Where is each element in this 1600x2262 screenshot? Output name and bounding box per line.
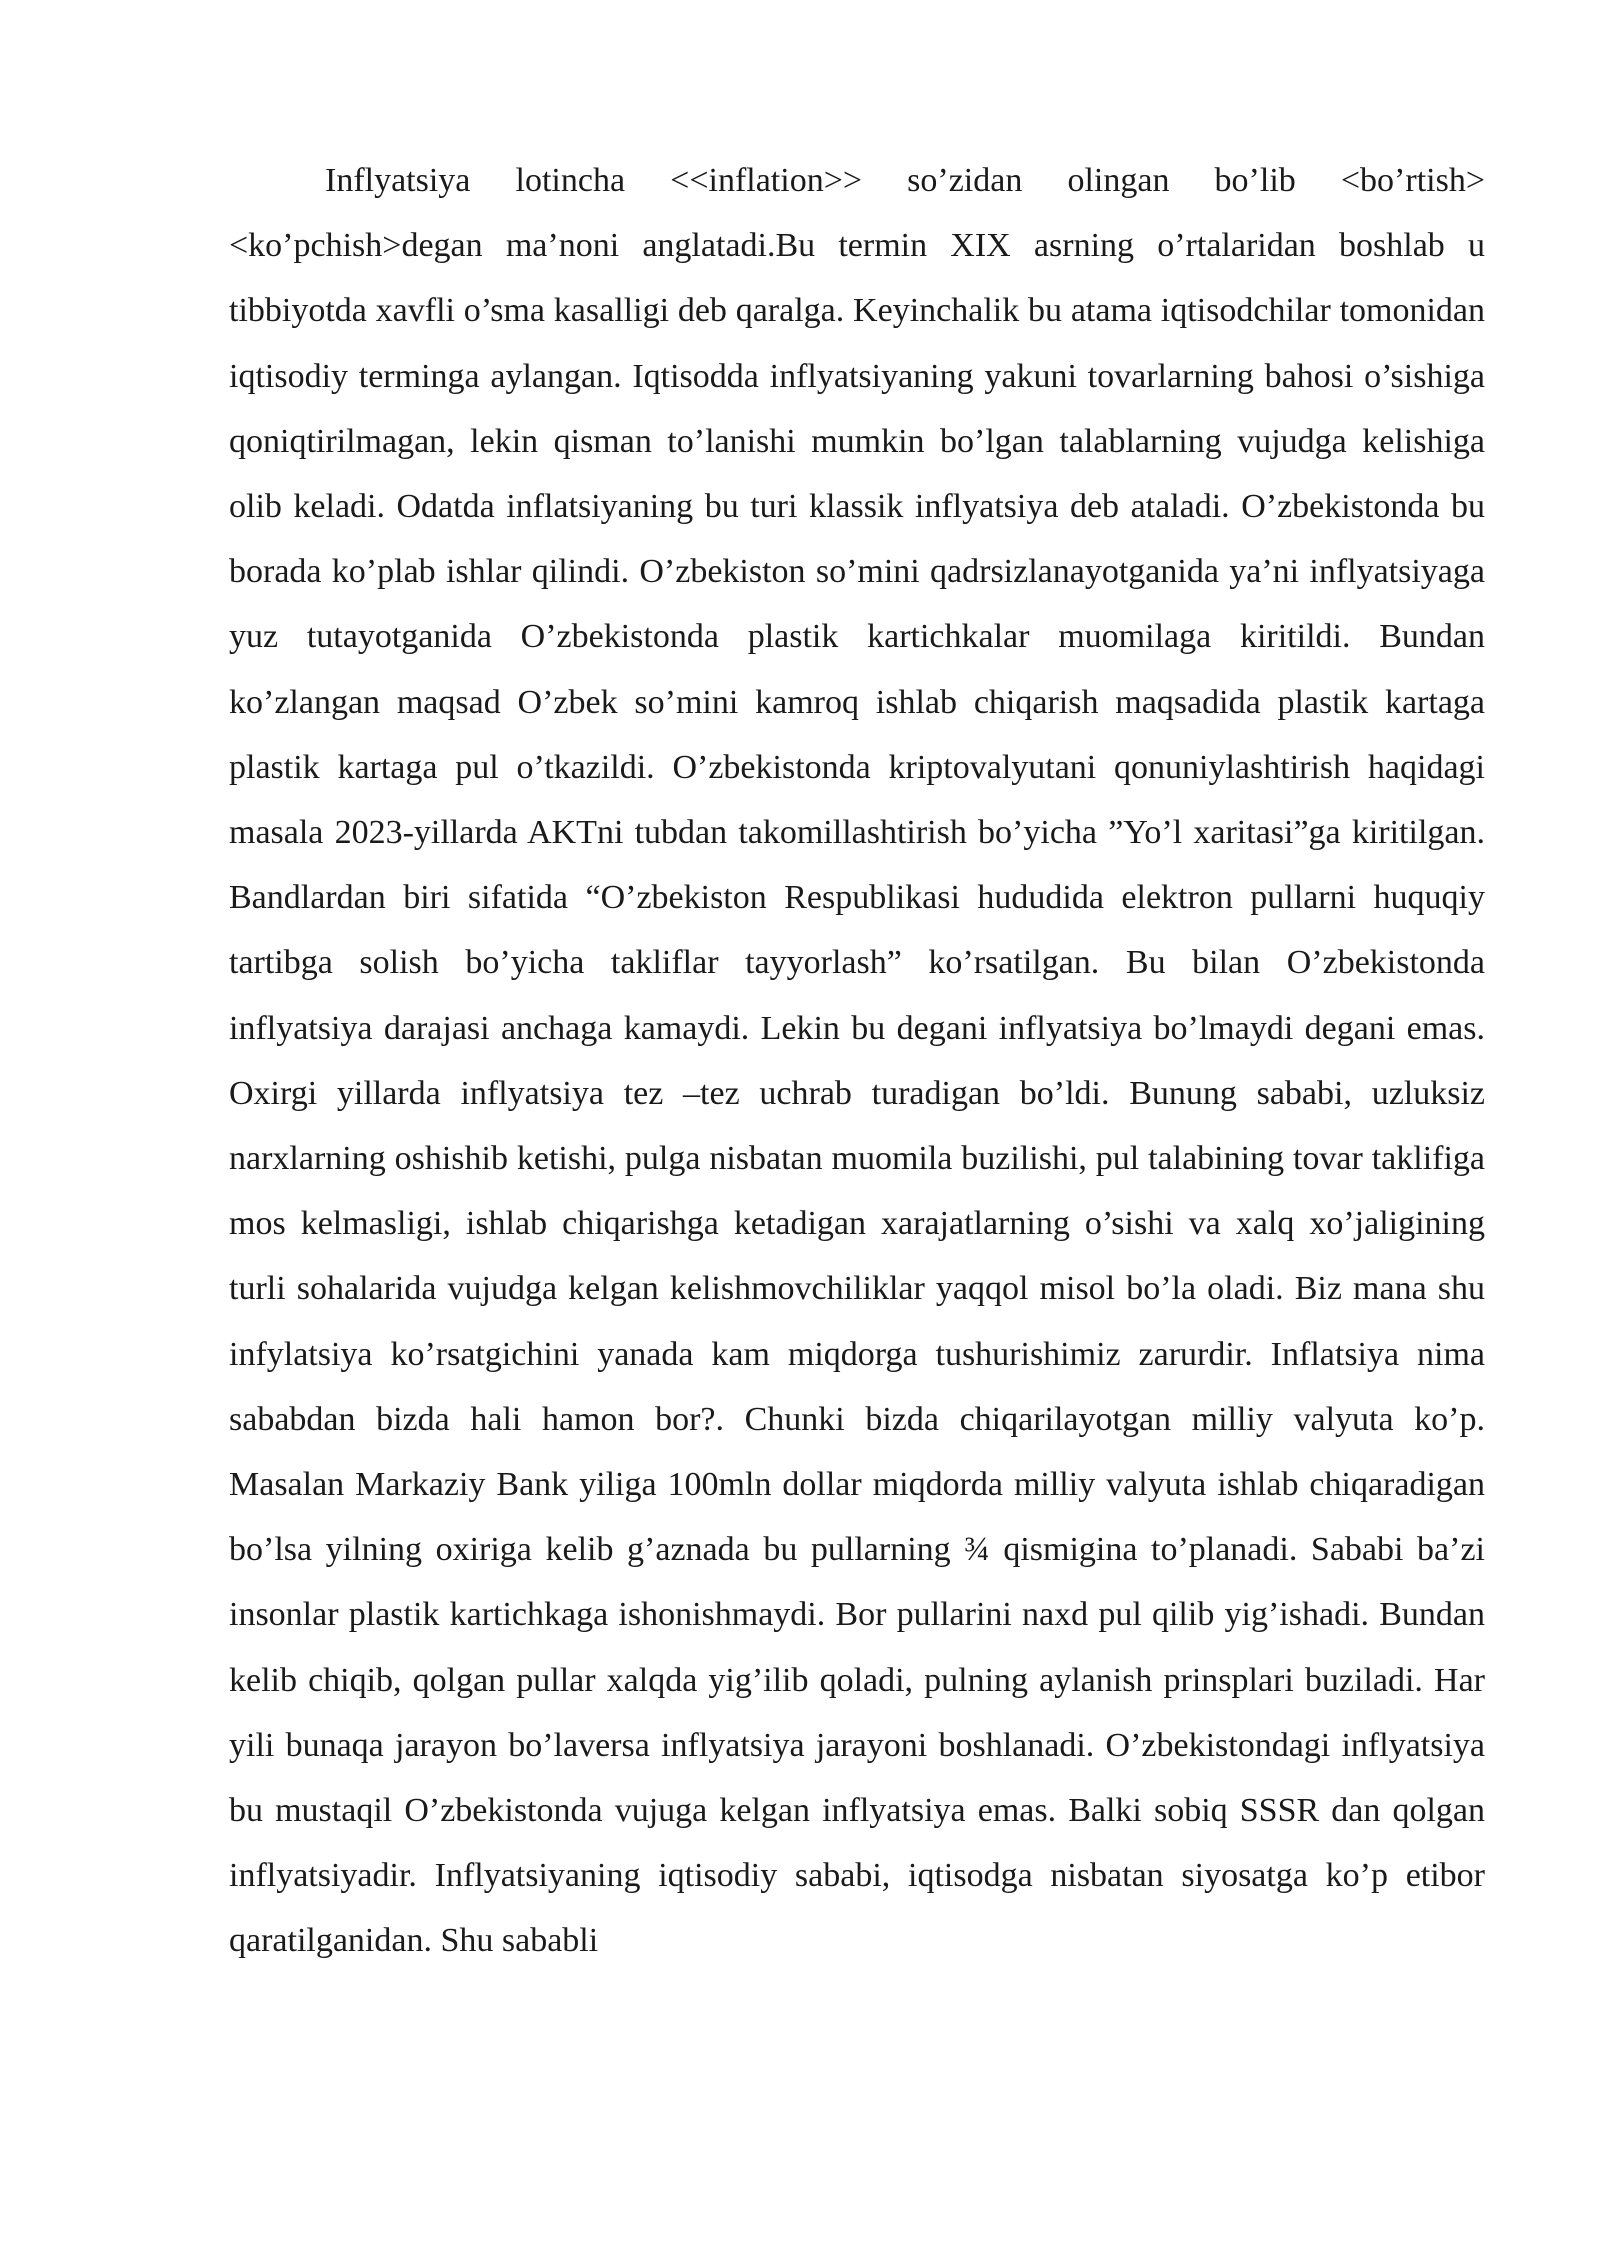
body-paragraph: Inflyatsiya lotincha <<inflation>> so’zidan olingan bo’lib <bo’rtish> <ko’pchish>degan ma’noni anglatadi.Bu termin XIX asrning o’rtalaridan boshlab u tibbiyotda xavfli o’sma kasalligi deb qaralga. Keyinchalik bu atama iqtisodchilar tomonidan iqtisodiy terminga aylangan. Iqtisodda inflyatsiyaning yakuni tovarlarning bahosi o’sishiga qoniqtirilmagan, lekin qisman to’lanishi mumkin bo’lgan talablarning vujudga kelishiga olib keladi. Odatda inflatsiyaning bu turi klassik inflyatsiya deb ataladi. O’zbekistonda bu borada ko’plab ishlar qilindi. O’zbekiston so’mini qadrsizlanayotganida ya’ni inflyatsiyaga yuz tutayotganida O’zbekistonda plastik kartichkalar muomilaga kiritildi. Bundan ko’zlangan maqsad O’zbek so’mini kamroq ishlab chiqarish maqsadida plastik kartaga plastik kartaga pul o’tkazildi. O’zbekistonda kriptovalyutani qonuniylashtirish haqidagi masala 2023-yillarda AKTni tubdan takomillashtirish bo’yicha ”Yo’l xaritasi”ga kiritilgan. Bandlardan biri sifatida “O’zbekiston Respublikasi hududida elektron pullarni huquqiy tartibga solish bo’yicha takliflar tayyorlash” ko’rsatilgan. Bu bilan O’zbekistonda inflyatsiya darajasi anchaga kamaydi. Lekin bu degani inflyatsiya bo’lmaydi degani emas. Oxirgi yillarda inflyatsiya tez –tez uchrab turadigan bo’ldi. Bunung sababi, uzluksiz narxlarning oshishib ketishi, pulga nisbatan muomila buzilishi, pul talabining tovar taklifiga mos kelmasligi, ishlab chiqarishga ketadigan xarajatlarning o’sishi va xalq xo’jaligining turli sohalarida vujudga kelgan kelishmovchiliklar yaqqol misol bo’la oladi. Biz mana shu infylatsiya ko’rsatgichini yanada kam miqdorga tushurishimiz zarurdir. Inflatsiya nima sababdan bizda hali hamon bor?. Chunki bizda chiqarilayotgan milliy valyuta ko’p. Masalan Markaziy Bank yiliga 100mln dollar miqdorda milliy valyuta ishlab chiqaradigan bo’lsa yilning oxiriga kelib g’aznada bu pullarning ¾ qismigina to’planadi. Sababi ba’zi insonlar plastik kartichkaga ishonishmaydi. Bor pullarini naxd pul qilib yig’ishadi. Bundan kelib chiqib, qolgan pullar xalqda yig’ilib qoladi, pulning aylanish prinsplari buziladi. Har yili bunaqa jarayon bo’laversa inflyatsiya jarayoni boshlanadi. O’zbekistondagi inflyatsiya bu mustaqil O’zbekistonda vujuga kelgan inflyatsiya emas. Balki sobiq SSSR dan qolgan inflyatsiyadir. Inflyatsiyaning iqtisodiy sababi, iqtisodga nisbatan siyosatga ko’p etibor qaratilganidan. Shu sababli — [229, 162, 1485, 1960]
